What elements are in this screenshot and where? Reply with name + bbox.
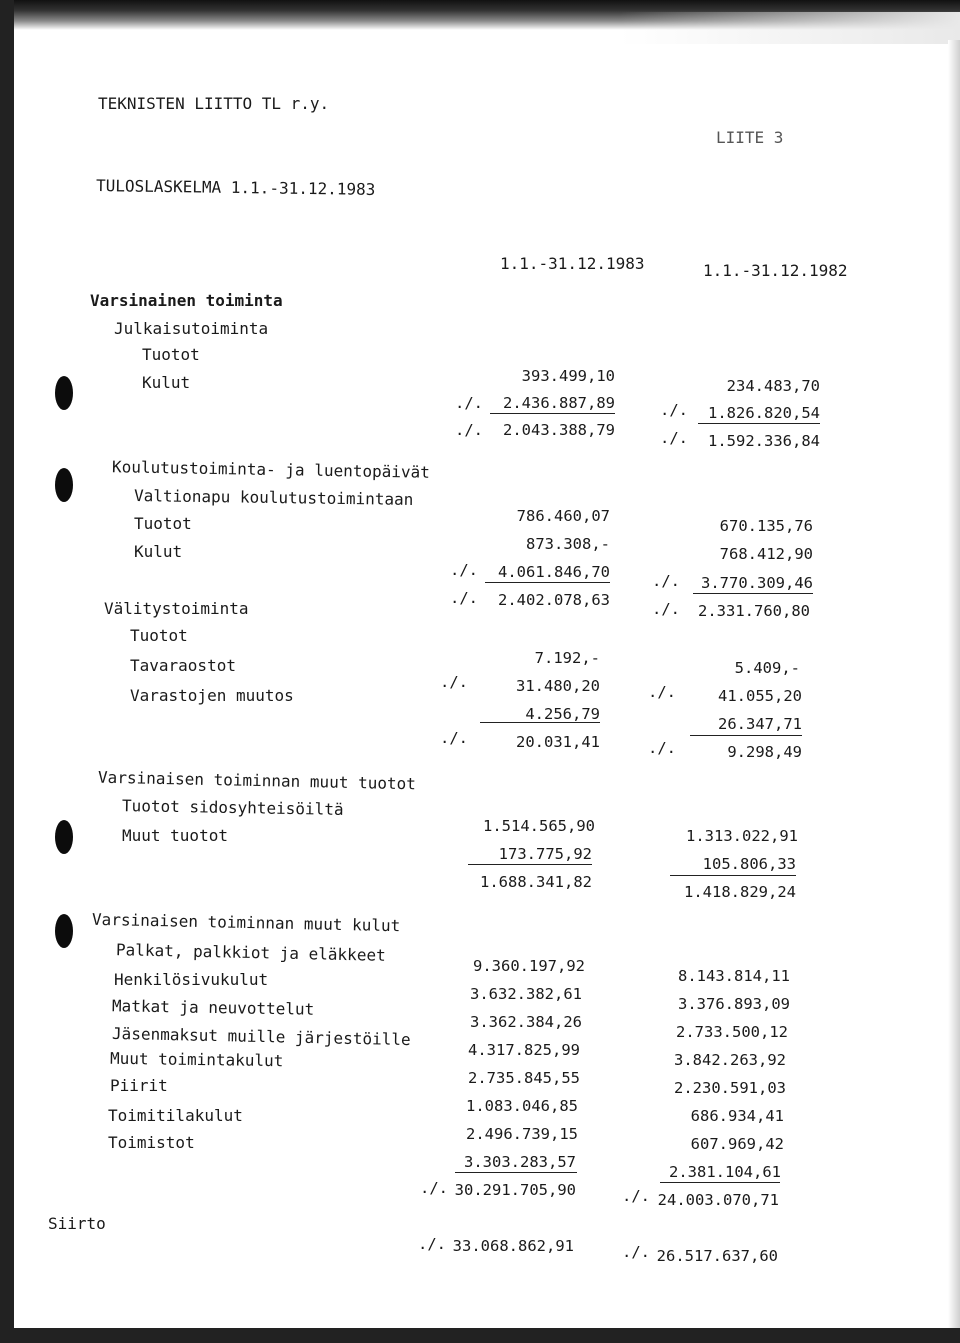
cost-item-label: Muut toimintakulut <box>109 1048 284 1071</box>
publishing-result-1983: 2.043.388,79 <box>503 421 615 439</box>
cost-item-1983: 4.317.825,99 <box>468 1041 580 1059</box>
other-costs-title: Varsinaisen toiminnan muut kulut <box>91 909 401 936</box>
negative-mark: ./. <box>450 589 478 607</box>
brokerage-income-1983: 7.192,- <box>534 649 600 667</box>
cost-item-label: Piirit <box>110 1076 168 1095</box>
column-header-1982: 1.1.-31.12.1982 <box>703 261 848 280</box>
negative-mark: ./. <box>648 739 676 757</box>
other-income-total-1982: 1.418.829,24 <box>684 883 796 901</box>
other-income-other-1982: 105.806,33 <box>702 855 796 873</box>
training-subsidy-label: Valtionapu koulutustoimintaan <box>133 486 414 509</box>
cost-item-label: Toimistot <box>108 1133 195 1152</box>
scan-top-shadow <box>620 12 960 44</box>
brokerage-inventory-label: Varastojen muutos <box>130 686 294 705</box>
other-costs-total-1982: 24.003.070,71 <box>657 1191 779 1209</box>
brokerage-income-label: Tuotot <box>130 626 188 645</box>
cost-item-1983: 3.632.382,61 <box>470 985 582 1003</box>
cost-item-1983: 3.362.384,26 <box>470 1013 582 1031</box>
cost-item-1982: 686.934,41 <box>690 1107 784 1125</box>
cost-item-1983: 9.360.197,92 <box>473 957 585 975</box>
subtotal-underline <box>480 722 600 723</box>
punch-hole <box>55 914 73 948</box>
brokerage-inventory-1982: 26.347,71 <box>718 715 802 733</box>
brokerage-result-1982: 9.298,49 <box>727 743 802 761</box>
negative-mark: ./. <box>420 1179 448 1197</box>
other-income-title: Varsinaisen toiminnan muut tuotot <box>97 767 417 794</box>
transfer-1983: 33.068.862,91 <box>452 1237 574 1255</box>
brokerage-purchases-1983: 31.480,20 <box>516 677 600 695</box>
publishing-income-1983: 393.499,10 <box>521 367 615 385</box>
other-income-total-1983: 1.688.341,82 <box>480 873 592 891</box>
cost-item-label: Palkat, palkkiot ja eläkkeet <box>115 940 386 965</box>
transfer-label: Siirto <box>48 1214 106 1233</box>
scan-bottom-edge <box>0 1328 960 1343</box>
transfer-1982: 26.517.637,60 <box>656 1247 778 1265</box>
cost-item-1983: 2.735.845,55 <box>468 1069 580 1087</box>
negative-mark: ./. <box>440 673 468 691</box>
brokerage-income-1982: 5.409,- <box>734 659 800 677</box>
negative-mark: ./. <box>660 429 688 447</box>
appendix-label: LIITE 3 <box>716 128 784 147</box>
negative-mark: ./. <box>440 729 468 747</box>
cost-item-1982: 3.842.263,92 <box>674 1051 786 1069</box>
training-costs-1982: 3.770.309,46 <box>701 574 813 592</box>
negative-mark: ./. <box>455 421 483 439</box>
subtotal-underline <box>698 423 820 424</box>
publishing-title: Julkaisutoiminta <box>114 319 269 338</box>
cost-item-1982: 2.381.104,61 <box>669 1163 781 1181</box>
negative-mark: ./. <box>660 401 688 419</box>
statement-title: TULOSLASKELMA 1.1.-31.12.1983 <box>95 176 376 199</box>
cost-item-label: Toimitilakulut <box>108 1106 243 1125</box>
subtotal-underline <box>455 1172 577 1173</box>
subtotal-underline <box>468 864 592 865</box>
training-title: Koulutustoiminta- ja luentopäivät <box>111 457 431 482</box>
section-heading-main: Varsinainen toiminta <box>90 291 283 310</box>
scan-right-edge <box>948 40 960 1343</box>
other-costs-total-1983: 30.291.705,90 <box>454 1181 576 1199</box>
brokerage-purchases-1982: 41.055,20 <box>718 687 802 705</box>
punch-hole <box>55 820 73 854</box>
negative-mark: ./. <box>450 561 478 579</box>
cost-item-label: Henkilösivukulut <box>114 970 269 989</box>
other-income-affiliates-label: Tuotot sidosyhteisöiltä <box>121 796 344 819</box>
subtotal-underline <box>690 735 802 736</box>
cost-item-1982: 8.143.814,11 <box>678 967 790 985</box>
negative-mark: ./. <box>622 1187 650 1205</box>
training-result-1982: 2.331.760,80 <box>698 602 810 620</box>
publishing-costs-1982: 1.826.820,54 <box>708 404 820 422</box>
publishing-costs-1983: 2.436.887,89 <box>503 394 615 412</box>
publishing-income-1982: 234.483,70 <box>726 377 820 395</box>
negative-mark: ./. <box>418 1235 446 1253</box>
column-header-1983: 1.1.-31.12.1983 <box>500 254 645 273</box>
subtotal-underline <box>693 593 813 594</box>
negative-mark: ./. <box>455 394 483 412</box>
cost-item-1983: 2.496.739,15 <box>466 1125 578 1143</box>
brokerage-result-1983: 20.031,41 <box>516 733 600 751</box>
brokerage-title: Välitystoiminta <box>104 599 249 618</box>
training-costs-1983: 4.061.846,70 <box>498 563 610 581</box>
organization-name: TEKNISTEN LIITTO TL r.y. <box>98 94 330 113</box>
training-subsidy-1982: 670.135,76 <box>719 517 813 535</box>
publishing-result-1982: 1.592.336,84 <box>708 432 820 450</box>
cost-item-1983: 1.083.046,85 <box>466 1097 578 1115</box>
punch-hole <box>55 376 73 410</box>
training-subsidy-1983: 786.460,07 <box>516 507 610 525</box>
cost-item-1983: 3.303.283,57 <box>464 1153 576 1171</box>
subtotal-underline <box>660 1182 780 1183</box>
negative-mark: ./. <box>648 683 676 701</box>
subtotal-underline <box>485 582 610 583</box>
punch-hole <box>55 468 73 502</box>
cost-item-1982: 2.733.500,12 <box>676 1023 788 1041</box>
training-income-1983: 873.308,- <box>526 535 610 553</box>
negative-mark: ./. <box>652 572 680 590</box>
subtotal-underline <box>670 875 796 876</box>
training-income-1982: 768.412,90 <box>719 545 813 563</box>
brokerage-inventory-1983: 4.256,79 <box>525 705 600 723</box>
cost-item-1982: 3.376.893,09 <box>678 995 790 1013</box>
negative-mark: ./. <box>652 600 680 618</box>
subtotal-underline <box>490 413 615 414</box>
cost-item-label: Jäsenmaksut muille järjestöille <box>111 1023 411 1050</box>
brokerage-purchases-label: Tavaraostot <box>130 656 236 675</box>
training-result-1983: 2.402.078,63 <box>498 591 610 609</box>
other-income-affiliates-1982: 1.313.022,91 <box>686 827 798 845</box>
publishing-costs-label: Kulut <box>142 373 191 392</box>
other-income-other-1983: 173.775,92 <box>498 845 592 863</box>
cost-item-1982: 607.969,42 <box>690 1135 784 1153</box>
cost-item-label: Matkat ja neuvottelut <box>111 996 315 1019</box>
training-income-label: Tuotot <box>134 514 192 533</box>
cost-item-1982: 2.230.591,03 <box>674 1079 786 1097</box>
training-costs-label: Kulut <box>134 542 183 561</box>
other-income-affiliates-1983: 1.514.565,90 <box>483 817 595 835</box>
publishing-income-label: Tuotot <box>142 345 200 364</box>
other-income-other-label: Muut tuotot <box>122 826 228 845</box>
scan-left-edge <box>0 0 14 1343</box>
negative-mark: ./. <box>622 1243 650 1261</box>
